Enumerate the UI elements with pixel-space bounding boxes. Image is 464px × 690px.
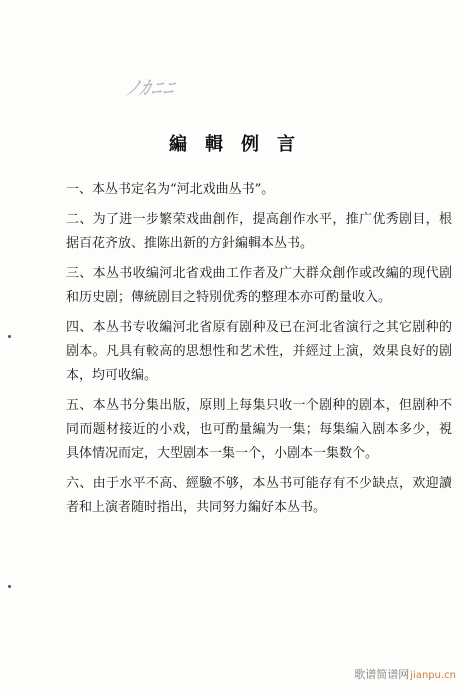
- handwritten-note: ﾉｶﾆﾆ: [125, 76, 179, 100]
- page-title: 編輯例言: [169, 134, 313, 155]
- paragraph-1: 一、本丛书定名为“河北戏曲丛书”。: [66, 182, 275, 197]
- margin-mark: [8, 335, 11, 338]
- body-text: [66, 178, 452, 526]
- site-watermark: [354, 666, 456, 682]
- paragraph-4: 四、本丛书专收編河北省原有剧种及已在河北省演行之其它剧种的剧本。凡具有較高的思想性和艺术性，并經过上演，效果良好的剧本，均可收编。: [66, 320, 452, 383]
- paragraph-3: 三、本丛书收编河北省戏曲工作者及广大群众創作或改編的现代剧和历史剧；傳統剧目之特別优秀的整理本亦可酌量收入。: [66, 266, 452, 305]
- watermark-cn: 歌谱简谱网: [354, 668, 410, 681]
- paragraph-5: 五、本丛书分集出版，原則上每集只收一个剧种的剧本，但剧种不同而题材接近的小戏，也可酌量編为一集；每集编入剧本多少，視具体情况而定，大型剧本一集一个，小剧本一集数个。: [66, 398, 452, 461]
- margin-mark: [8, 585, 11, 588]
- watermark-en: jianpu.cn: [410, 670, 456, 681]
- paragraph-6: 六、由于水平不高、經驗不够，本丛书可能存有不少缺点，欢迎讀者和上演者随时指出，共同努力編好本丛书。: [66, 476, 452, 515]
- paragraph-2: 二、为了进一步繁荣戏曲創作，提高創作水平，推广优秀剧目，根据百花齐放、推陈出新的方針編輯本丛书。: [66, 212, 452, 251]
